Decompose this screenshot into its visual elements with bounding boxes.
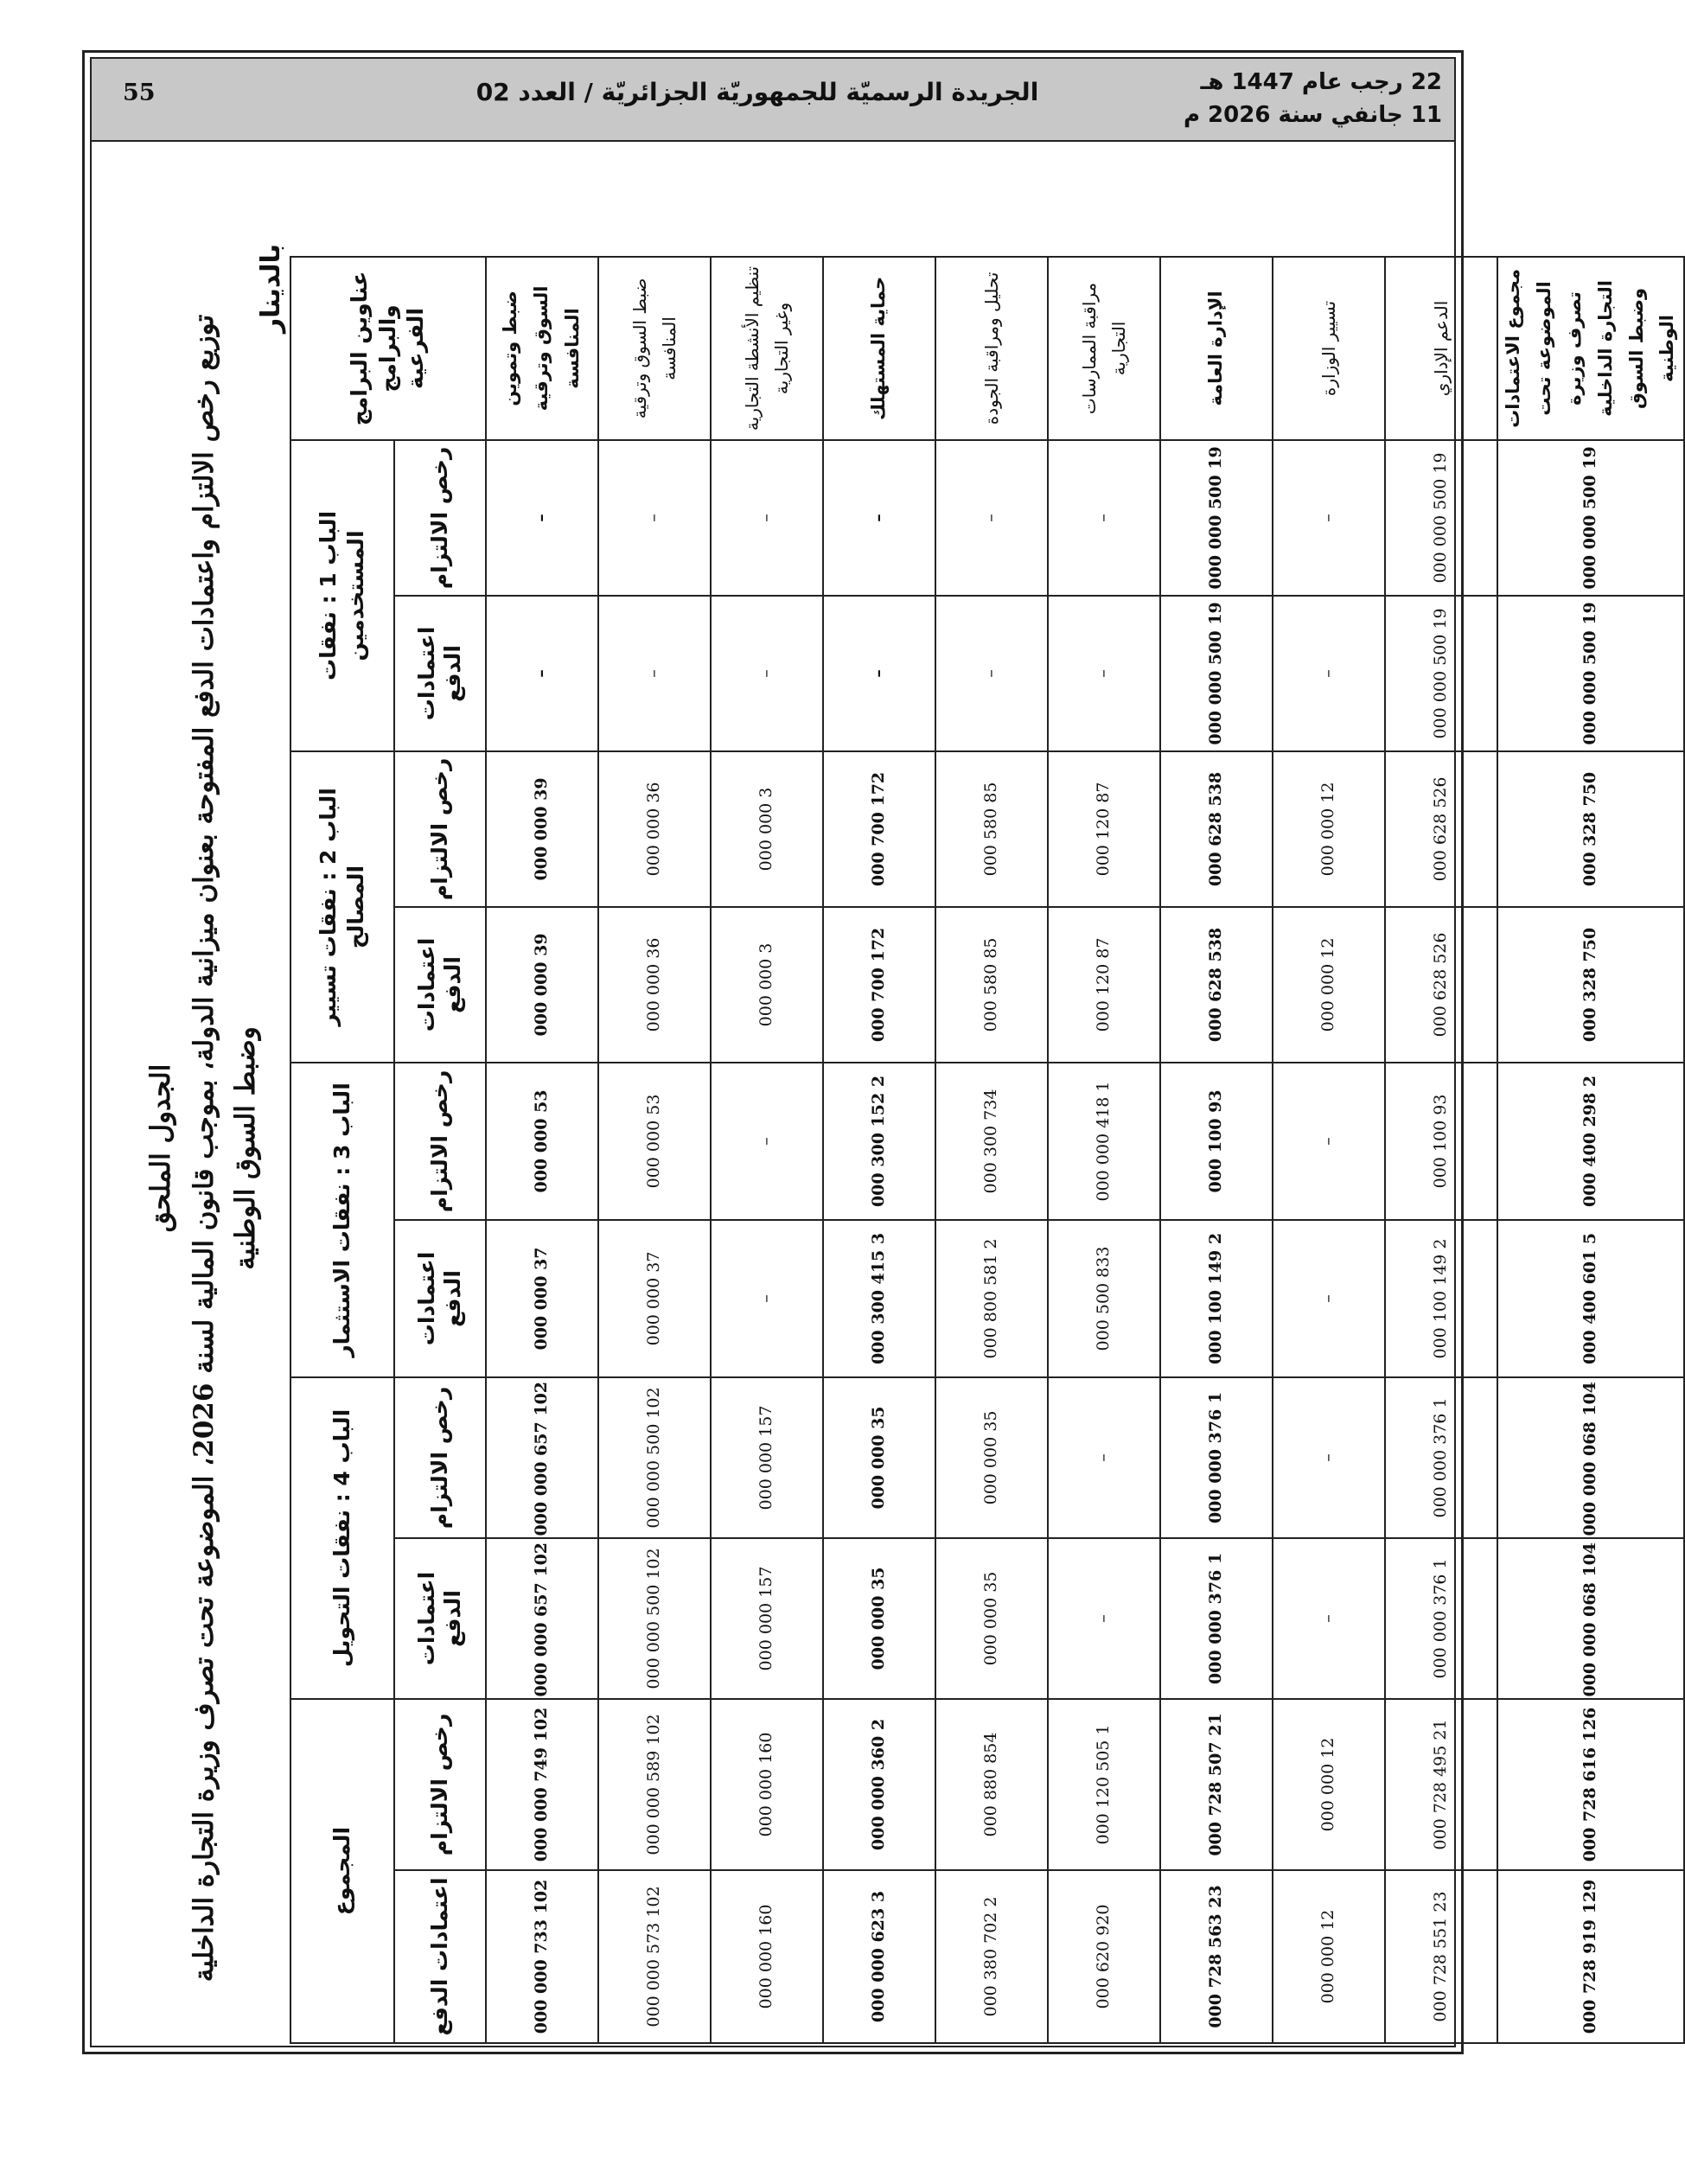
cell-t4-cp: – (1273, 1538, 1385, 1699)
table-row (1048, 257, 1160, 2043)
rotated-content (145, 180, 1678, 2117)
header-ae: رخص الالتزام (394, 440, 486, 596)
program-label: الدعم الإداري (1385, 257, 1497, 440)
cell-t4-cp: 1 376 000 000 (1385, 1538, 1497, 1699)
cell-tot-cp: 23 563 728 000 (1160, 1870, 1273, 2043)
cell-t4-ae: 35 000 000 (823, 1377, 935, 1538)
cell-tot-ae: 21 495 728 000 (1385, 1699, 1497, 1870)
cell-t3-cp: 2 149 100 000 (1385, 1220, 1497, 1377)
header-ae: رخص الالتزام (394, 751, 486, 907)
cell-t3-ae: 53 000 000 (598, 1063, 711, 1220)
cell-t4-ae: 35 000 000 (935, 1377, 1048, 1538)
cell-t2-ae: 85 580 000 (935, 751, 1048, 907)
program-label: تنظيم الأنشطة التجارية وغير التجارية (711, 257, 823, 440)
cell-t3-cp: 2 581 800 000 (935, 1220, 1048, 1377)
currency-unit: بالدينار (256, 244, 286, 334)
table-row (935, 257, 1048, 2043)
program-label: ضبط وتموين السوق وترقية المنافسة (486, 257, 598, 440)
cell-t3-ae: 2 152 300 000 (823, 1063, 935, 1220)
cell-t2-cp: 750 328 000 (1497, 907, 1684, 1063)
cell-t1-ae: – (1048, 440, 1160, 596)
cell-t3-cp: – (1273, 1220, 1385, 1377)
cell-t1-ae: – (486, 440, 598, 596)
cell-tot-cp: 102 733 000 000 (486, 1870, 598, 2043)
cell-t1-cp: – (486, 596, 598, 751)
cell-t2-ae: 36 000 000 (598, 751, 711, 907)
cell-t4-cp: 102 500 000 000 (598, 1538, 711, 1699)
cell-tot-ae: 12 000 000 (1273, 1699, 1385, 1870)
table-row (486, 257, 598, 2043)
cell-t2-ae: 12 000 000 (1273, 751, 1385, 907)
gazette-header (92, 59, 1454, 142)
cell-t2-cp: 87 120 000 (1048, 907, 1160, 1063)
cell-t2-cp: 526 628 000 (1385, 907, 1497, 1063)
cell-t4-ae: 104 068 000 000 (1497, 1377, 1684, 1538)
cell-t4-cp: 1 376 000 000 (1160, 1538, 1273, 1699)
credits-table (290, 256, 1685, 2044)
cell-t4-ae: 1 376 000 000 (1385, 1377, 1497, 1538)
cell-tot-cp: 12 000 000 (1273, 1870, 1385, 2043)
cell-tot-cp: 160 000 000 (711, 1870, 823, 2043)
cell-t4-ae: 1 376 000 000 (1160, 1377, 1273, 1538)
table-row (711, 257, 823, 2043)
cell-t1-ae: 19 500 000 000 (1160, 440, 1273, 596)
cell-t2-cp: 172 700 000 (823, 907, 935, 1063)
program-label: تحليل ومراقبة الجودة (935, 257, 1048, 440)
cell-t3-ae: 1 418 000 000 (1048, 1063, 1160, 1220)
issue-date (1184, 66, 1442, 131)
cell-t2-ae: 526 628 000 (1385, 751, 1497, 907)
program-label: مراقبة الممارسات التجارية (1048, 257, 1160, 440)
cell-tot-cp: 2 702 380 000 (935, 1870, 1048, 2043)
cell-t1-cp: – (935, 596, 1048, 751)
cell-t3-ae: – (1273, 1063, 1385, 1220)
header-ae: رخص الالتزام (394, 1377, 486, 1538)
header-cp: اعتمادات الدفع (394, 1538, 486, 1699)
table-title-line2: وضبط السوق الوطنية (230, 1026, 261, 1270)
table-row (1273, 257, 1385, 2043)
cell-tot-cp: 102 573 000 000 (598, 1870, 711, 2043)
gazette-title: الجريدة الرسميّة للجمهوريّة الجزائريّة / العدد 02 (476, 78, 1039, 106)
cell-t2-cp: 36 000 000 (598, 907, 711, 1063)
cell-t4-cp: 157 000 000 (711, 1538, 823, 1699)
header-cp: اعتمادات الدفع (394, 1220, 486, 1377)
cell-t2-ae: 750 328 000 (1497, 751, 1684, 907)
cell-t4-cp: 35 000 000 (823, 1538, 935, 1699)
page-number: 55 (123, 80, 156, 106)
cell-t1-ae: 19 500 000 000 (1497, 440, 1684, 596)
cell-t1-ae: – (711, 440, 823, 596)
cell-t1-cp: – (823, 596, 935, 751)
cell-t3-ae: 53 000 000 (486, 1063, 598, 1220)
cell-t3-cp: 37 000 000 (598, 1220, 711, 1377)
cell-t4-ae: 157 000 000 (711, 1377, 823, 1538)
cell-t1-ae: – (823, 440, 935, 596)
cell-tot-ae: 1 505 120 000 (1048, 1699, 1160, 1870)
cell-t4-ae: – (1273, 1377, 1385, 1538)
cell-t1-cp: – (1048, 596, 1160, 751)
cell-tot-ae: 102 589 000 000 (598, 1699, 711, 1870)
cell-t3-cp: 833 500 000 (1048, 1220, 1160, 1377)
header-total: المجموع (290, 1699, 394, 2043)
cell-t3-ae: 93 100 000 (1385, 1063, 1497, 1220)
cell-t2-ae: 172 700 000 (823, 751, 935, 907)
program-label: ضبط السوق وترقية المنافسة (598, 257, 711, 440)
cell-t1-ae: – (598, 440, 711, 596)
table-body (486, 257, 1684, 2043)
cell-t4-ae: 102 657 000 000 (486, 1377, 598, 1538)
cell-t3-ae: 93 100 000 (1160, 1063, 1273, 1220)
cell-t4-cp: 35 000 000 (935, 1538, 1048, 1699)
cell-t3-cp: 3 415 300 000 (823, 1220, 935, 1377)
annex-title: الجدول الملحق (145, 1063, 176, 1233)
table-title (183, 214, 266, 2082)
cell-t1-ae: – (1273, 440, 1385, 596)
cell-t4-cp: 102 657 000 000 (486, 1538, 598, 1699)
header-title-2: الباب 2 : نفقات تسيير المصالح (290, 751, 394, 1063)
cell-t1-ae: – (935, 440, 1048, 596)
cell-t3-cp: – (711, 1220, 823, 1377)
cell-tot-ae: 2 360 000 000 (823, 1699, 935, 1870)
header-cp: اعتمادات الدفع (394, 1870, 486, 2043)
header-ae: رخص الالتزام (394, 1063, 486, 1220)
header-cp: اعتمادات الدفع (394, 907, 486, 1063)
program-label: مجموع الاعتمادات الموضوعة تحت تصرف وزيرة التجارة الداخلية وضبط السوق الوطنية (1497, 257, 1684, 440)
date-hijri: 22 رجب عام 1447 هـ (1200, 69, 1442, 95)
cell-tot-ae: 126 616 728 000 (1497, 1699, 1684, 1870)
cell-t3-ae: 734 300 000 (935, 1063, 1048, 1220)
header-title-1: الباب 1 : نفقات المستخدمين (290, 440, 394, 751)
table-title-line1: توزيع رخص الالتزام واعتمادات الدفع المفتوحة بعنوان ميزانية الدولة، بموجب قانون المالية لسنة 2026، الموضوعة تحت تصرف وزيرة التجارة الداخلية (188, 314, 220, 1983)
cell-t2-ae: 538 628 000 (1160, 751, 1273, 907)
table-row (823, 257, 935, 2043)
cell-t4-ae: 102 500 000 000 (598, 1377, 711, 1538)
cell-t2-cp: 12 000 000 (1273, 907, 1385, 1063)
cell-tot-ae: 160 000 000 (711, 1699, 823, 1870)
table-row (1160, 257, 1273, 2043)
cell-t1-cp: 19 500 000 000 (1160, 596, 1273, 751)
cell-t2-cp: 39 000 000 (486, 907, 598, 1063)
cell-t4-cp: – (1048, 1538, 1160, 1699)
cell-tot-ae: 102 749 000 000 (486, 1699, 598, 1870)
cell-t2-ae: 87 120 000 (1048, 751, 1160, 907)
date-gregorian: 11 جانفي سنة 2026 م (1183, 102, 1442, 128)
cell-tot-cp: 920 620 000 (1048, 1870, 1160, 2043)
header-programs: عناوين البرامج والبرامج الفرعية (290, 257, 486, 440)
cell-t2-cp: 85 580 000 (935, 907, 1048, 1063)
cell-tot-cp: 129 919 728 000 (1497, 1870, 1684, 2043)
cell-tot-ae: 854 880 000 (935, 1699, 1048, 1870)
cell-t4-cp: 104 068 000 000 (1497, 1538, 1684, 1699)
program-label: الإدارة العامة (1160, 257, 1273, 440)
cell-tot-cp: 23 551 728 000 (1385, 1870, 1497, 2043)
cell-t3-cp: 37 000 000 (486, 1220, 598, 1377)
cell-t1-cp: – (711, 596, 823, 751)
cell-t3-ae: – (711, 1063, 823, 1220)
header-title-4: الباب 4 : نفقات التحويل (290, 1377, 394, 1699)
cell-t1-cp: 19 500 000 000 (1385, 596, 1497, 751)
cell-t2-ae: 39 000 000 (486, 751, 598, 907)
table-row (598, 257, 711, 2043)
cell-t2-cp: 538 628 000 (1160, 907, 1273, 1063)
cell-t1-cp: 19 500 000 000 (1497, 596, 1684, 751)
cell-t2-cp: 3 000 000 (711, 907, 823, 1063)
cell-tot-cp: 3 623 000 000 (823, 1870, 935, 2043)
cell-t1-cp: – (598, 596, 711, 751)
cell-t3-cp: 5 601 400 000 (1497, 1220, 1684, 1377)
cell-t1-ae: 19 500 000 000 (1385, 440, 1497, 596)
program-label: تسيير الوزارة (1273, 257, 1385, 440)
cell-tot-ae: 21 507 728 000 (1160, 1699, 1273, 1870)
cell-t3-cp: 2 149 100 000 (1160, 1220, 1273, 1377)
cell-t2-ae: 3 000 000 (711, 751, 823, 907)
cell-t1-cp: – (1273, 596, 1385, 751)
header-cp: اعتمادات الدفع (394, 596, 486, 751)
cell-t3-ae: 2 298 400 000 (1497, 1063, 1684, 1220)
table-row (1385, 257, 1497, 2043)
program-label: حماية المستهلك (823, 257, 935, 440)
cell-t4-ae: – (1048, 1377, 1160, 1538)
header-title-3: الباب 3 : نفقات الاستثمار (290, 1063, 394, 1377)
header-ae: رخص الالتزام (394, 1699, 486, 1870)
table-row (1497, 257, 1684, 2043)
